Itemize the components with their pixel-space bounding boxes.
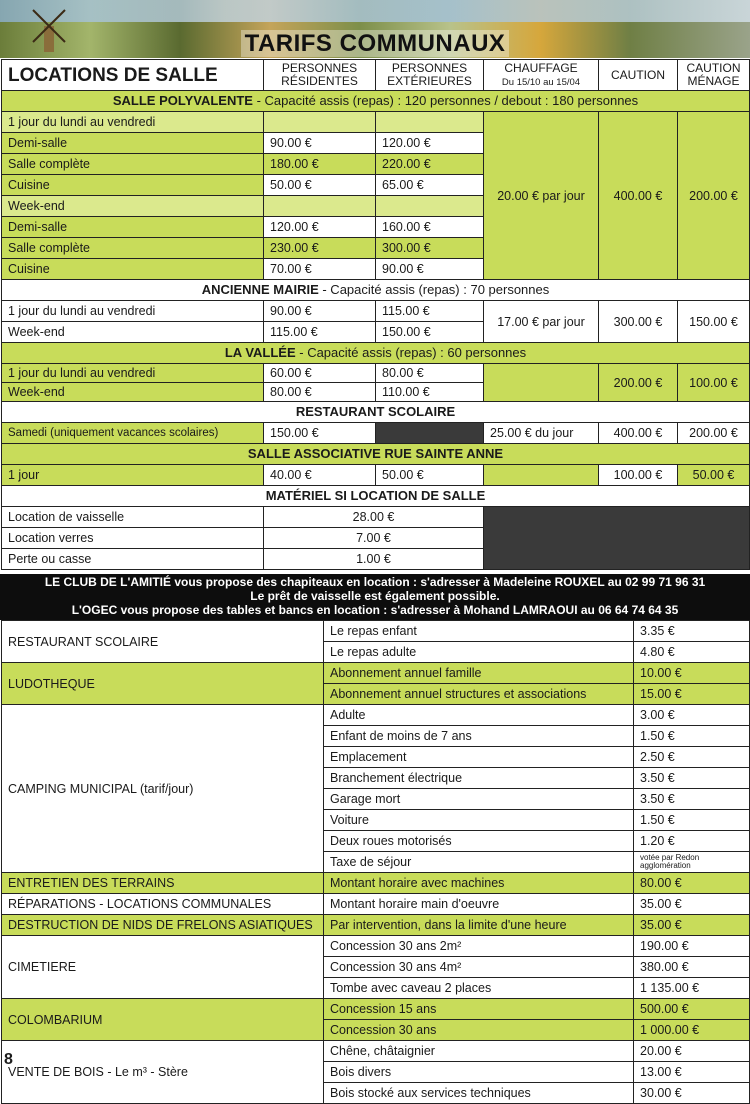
header-chauffage: CHAUFFAGE Du 15/10 au 15/04 [484, 60, 599, 91]
price-residents: 230.00 € [264, 238, 376, 259]
row-label: Location verres [2, 528, 264, 549]
price-residents: 40.00 € [264, 465, 376, 486]
table-row [2, 1041, 750, 1062]
item-label: Tombe avec caveau 2 places [324, 978, 634, 999]
row-label: 1 jour du lundi au vendredi [2, 364, 264, 383]
section-row [2, 444, 750, 465]
item-price: 500.00 € [634, 999, 750, 1020]
rental-table [1, 59, 750, 570]
header-exterieurs: PERSONNES EXTÉRIEURES [376, 60, 484, 91]
page-title: TARIFS COMMUNAUX [0, 30, 750, 58]
row-label: Perte ou casse [2, 549, 264, 570]
row-label: Salle complète [2, 238, 264, 259]
price-value: 1.00 € [264, 549, 484, 570]
materiel-title: MATÉRIEL SI LOCATION DE SALLE [2, 486, 750, 507]
table-row [2, 364, 750, 383]
services-table [1, 620, 750, 1104]
item-label: Bois divers [324, 1062, 634, 1083]
row-label: Week-end [2, 196, 264, 217]
item-price: 15.00 € [634, 684, 750, 705]
item-price: 3.50 € [634, 789, 750, 810]
table-row [2, 705, 750, 726]
page-number: 8 [4, 1051, 13, 1068]
header-row [2, 60, 750, 91]
chauffage-value: 25.00 € du jour [484, 423, 599, 444]
item-price: 3.50 € [634, 768, 750, 789]
price-exterieurs: 300.00 € [376, 238, 484, 259]
price-exterieurs: 120.00 € [376, 133, 484, 154]
banner-sky [0, 0, 750, 22]
item-price: 4.80 € [634, 642, 750, 663]
row-label: Demi-salle [2, 217, 264, 238]
table-row [2, 873, 750, 894]
item-price: 10.00 € [634, 663, 750, 684]
item-price: 1 135.00 € [634, 978, 750, 999]
item-price: 30.00 € [634, 1083, 750, 1104]
caution-menage-value: 50.00 € [678, 465, 750, 486]
price-residents [264, 196, 376, 217]
section-row [2, 91, 750, 112]
chauffage-empty [484, 465, 599, 486]
item-price: 3.35 € [634, 621, 750, 642]
price-residents: 150.00 € [264, 423, 376, 444]
item-label: Voiture [324, 810, 634, 831]
item-price: votée par Redon agglomération [634, 852, 750, 873]
price-exterieurs: 50.00 € [376, 465, 484, 486]
section-row [2, 280, 750, 301]
item-label: Taxe de séjour [324, 852, 634, 873]
caution-value: 100.00 € [599, 465, 678, 486]
item-label: Montant horaire main d'oeuvre [324, 894, 634, 915]
table-row [2, 915, 750, 936]
item-price: 3.00 € [634, 705, 750, 726]
caution-menage-value: 200.00 € [678, 112, 750, 280]
item-label: Bois stocké aux services techniques [324, 1083, 634, 1104]
price-exterieurs [376, 112, 484, 133]
service-name: VENTE DE BOIS - Le m³ - Stère [2, 1041, 324, 1104]
item-price: 190.00 € [634, 936, 750, 957]
row-label: Salle complète [2, 154, 264, 175]
blank-block [484, 507, 750, 570]
item-label: Chêne, châtaignier [324, 1041, 634, 1062]
price-residents: 60.00 € [264, 364, 376, 383]
row-label: Samedi (uniquement vacances scolaires) [2, 423, 264, 444]
price-exterieurs: 160.00 € [376, 217, 484, 238]
section-row [2, 402, 750, 423]
price-exterieurs: 80.00 € [376, 364, 484, 383]
item-price: 380.00 € [634, 957, 750, 978]
service-name: DESTRUCTION DE NIDS DE FRELONS ASIATIQUES [2, 915, 324, 936]
item-price: 1.50 € [634, 810, 750, 831]
notice-banner [0, 574, 750, 620]
price-residents: 90.00 € [264, 301, 376, 322]
price-exterieurs: 220.00 € [376, 154, 484, 175]
chauffage-value: 20.00 € par jour [484, 112, 599, 280]
salle-polyvalente-title: SALLE POLYVALENTE - Capacité assis (repas) : 120 personnes / debout : 180 personnes [2, 91, 750, 112]
caution-value: 400.00 € [599, 112, 678, 280]
chauffage-value: 17.00 € par jour [484, 301, 599, 343]
price-exterieurs: 90.00 € [376, 259, 484, 280]
table-row [2, 663, 750, 684]
item-label: Concession 30 ans [324, 1020, 634, 1041]
price-exterieurs [376, 196, 484, 217]
service-name: RESTAURANT SCOLAIRE [2, 621, 324, 663]
notice-club-amitie: LE CLUB DE L'AMITIÉ vous propose des chapiteaux en location : s'adresser à Madeleine ROUXEL au 02 99 71 96 31 [44, 575, 706, 589]
price-exterieurs: 115.00 € [376, 301, 484, 322]
service-name: COLOMBARIUM [2, 999, 324, 1041]
price-exterieurs: 150.00 € [376, 322, 484, 343]
caution-value: 300.00 € [599, 301, 678, 343]
item-label: Emplacement [324, 747, 634, 768]
caution-value: 200.00 € [599, 364, 678, 402]
section-row [2, 486, 750, 507]
row-label: 1 jour [2, 465, 264, 486]
notice-ogec: L'OGEC vous propose des tables et bancs en location : s'adresser à Mohand LAMRAOUI au 06 64 74 64 35 [71, 603, 679, 617]
item-label: Enfant de moins de 7 ans [324, 726, 634, 747]
item-label: Le repas adulte [324, 642, 634, 663]
item-price: 80.00 € [634, 873, 750, 894]
price-residents: 70.00 € [264, 259, 376, 280]
row-label: Cuisine [2, 259, 264, 280]
price-exterieurs-empty [376, 423, 484, 444]
item-price: 35.00 € [634, 915, 750, 936]
table-row [2, 112, 750, 133]
price-residents: 115.00 € [264, 322, 376, 343]
item-price: 20.00 € [634, 1041, 750, 1062]
notice-vaisselle: Le prêt de vaisselle est également possible. [250, 589, 500, 603]
item-label: Concession 30 ans 4m² [324, 957, 634, 978]
table-row [2, 423, 750, 444]
table-row [2, 894, 750, 915]
row-label: Location de vaisselle [2, 507, 264, 528]
row-label: 1 jour du lundi au vendredi [2, 112, 264, 133]
service-name: CAMPING MUNICIPAL (tarif/jour) [2, 705, 324, 873]
caution-value: 400.00 € [599, 423, 678, 444]
item-label: Adulte [324, 705, 634, 726]
caution-menage-value: 200.00 € [678, 423, 750, 444]
salle-associative-title: SALLE ASSOCIATIVE RUE SAINTE ANNE [2, 444, 750, 465]
item-price: 35.00 € [634, 894, 750, 915]
table-row [2, 936, 750, 957]
item-label: Abonnement annuel famille [324, 663, 634, 684]
ancienne-mairie-title: ANCIENNE MAIRIE - Capacité assis (repas) : 70 personnes [2, 280, 750, 301]
price-residents: 120.00 € [264, 217, 376, 238]
table-row [2, 999, 750, 1020]
la-vallee-title: LA VALLÉE - Capacité assis (repas) : 60 personnes [2, 343, 750, 364]
service-name: CIMETIERE [2, 936, 324, 999]
service-name: ENTRETIEN DES TERRAINS [2, 873, 324, 894]
price-value: 7.00 € [264, 528, 484, 549]
price-exterieurs: 65.00 € [376, 175, 484, 196]
item-price: 1.20 € [634, 831, 750, 852]
row-label: Week-end [2, 383, 264, 402]
item-label: Montant horaire avec machines [324, 873, 634, 894]
restaurant-scolaire-title: RESTAURANT SCOLAIRE [2, 402, 750, 423]
price-value: 28.00 € [264, 507, 484, 528]
price-residents: 180.00 € [264, 154, 376, 175]
header-caution: CAUTION [599, 60, 678, 91]
table-row [2, 507, 750, 528]
item-label: Le repas enfant [324, 621, 634, 642]
price-residents: 80.00 € [264, 383, 376, 402]
table-row [2, 465, 750, 486]
item-price: 13.00 € [634, 1062, 750, 1083]
table-row [2, 621, 750, 642]
service-name: RÉPARATIONS - LOCATIONS COMMUNALES [2, 894, 324, 915]
row-label: Cuisine [2, 175, 264, 196]
row-label: Week-end [2, 322, 264, 343]
header-residents: PERSONNES RÉSIDENTES [264, 60, 376, 91]
chauffage-empty [484, 364, 599, 402]
item-label: Par intervention, dans la limite d'une heure [324, 915, 634, 936]
section-row [2, 343, 750, 364]
caution-menage-value: 150.00 € [678, 301, 750, 343]
item-label: Garage mort [324, 789, 634, 810]
price-residents: 50.00 € [264, 175, 376, 196]
service-name: LUDOTHEQUE [2, 663, 324, 705]
item-label: Concession 15 ans [324, 999, 634, 1020]
table-row [2, 301, 750, 322]
item-label: Abonnement annuel structures et associations [324, 684, 634, 705]
header-caution-menage: CAUTION MÉNAGE [678, 60, 750, 91]
item-label: Concession 30 ans 2m² [324, 936, 634, 957]
price-residents: 90.00 € [264, 133, 376, 154]
item-label: Deux roues motorisés [324, 831, 634, 852]
row-label: Demi-salle [2, 133, 264, 154]
item-label: Branchement électrique [324, 768, 634, 789]
item-price: 2.50 € [634, 747, 750, 768]
item-price: 1 000.00 € [634, 1020, 750, 1041]
item-price: 1.50 € [634, 726, 750, 747]
caution-menage-value: 100.00 € [678, 364, 750, 402]
price-residents [264, 112, 376, 133]
header-label: LOCATIONS DE SALLE [2, 60, 264, 91]
row-label: 1 jour du lundi au vendredi [2, 301, 264, 322]
price-exterieurs: 110.00 € [376, 383, 484, 402]
